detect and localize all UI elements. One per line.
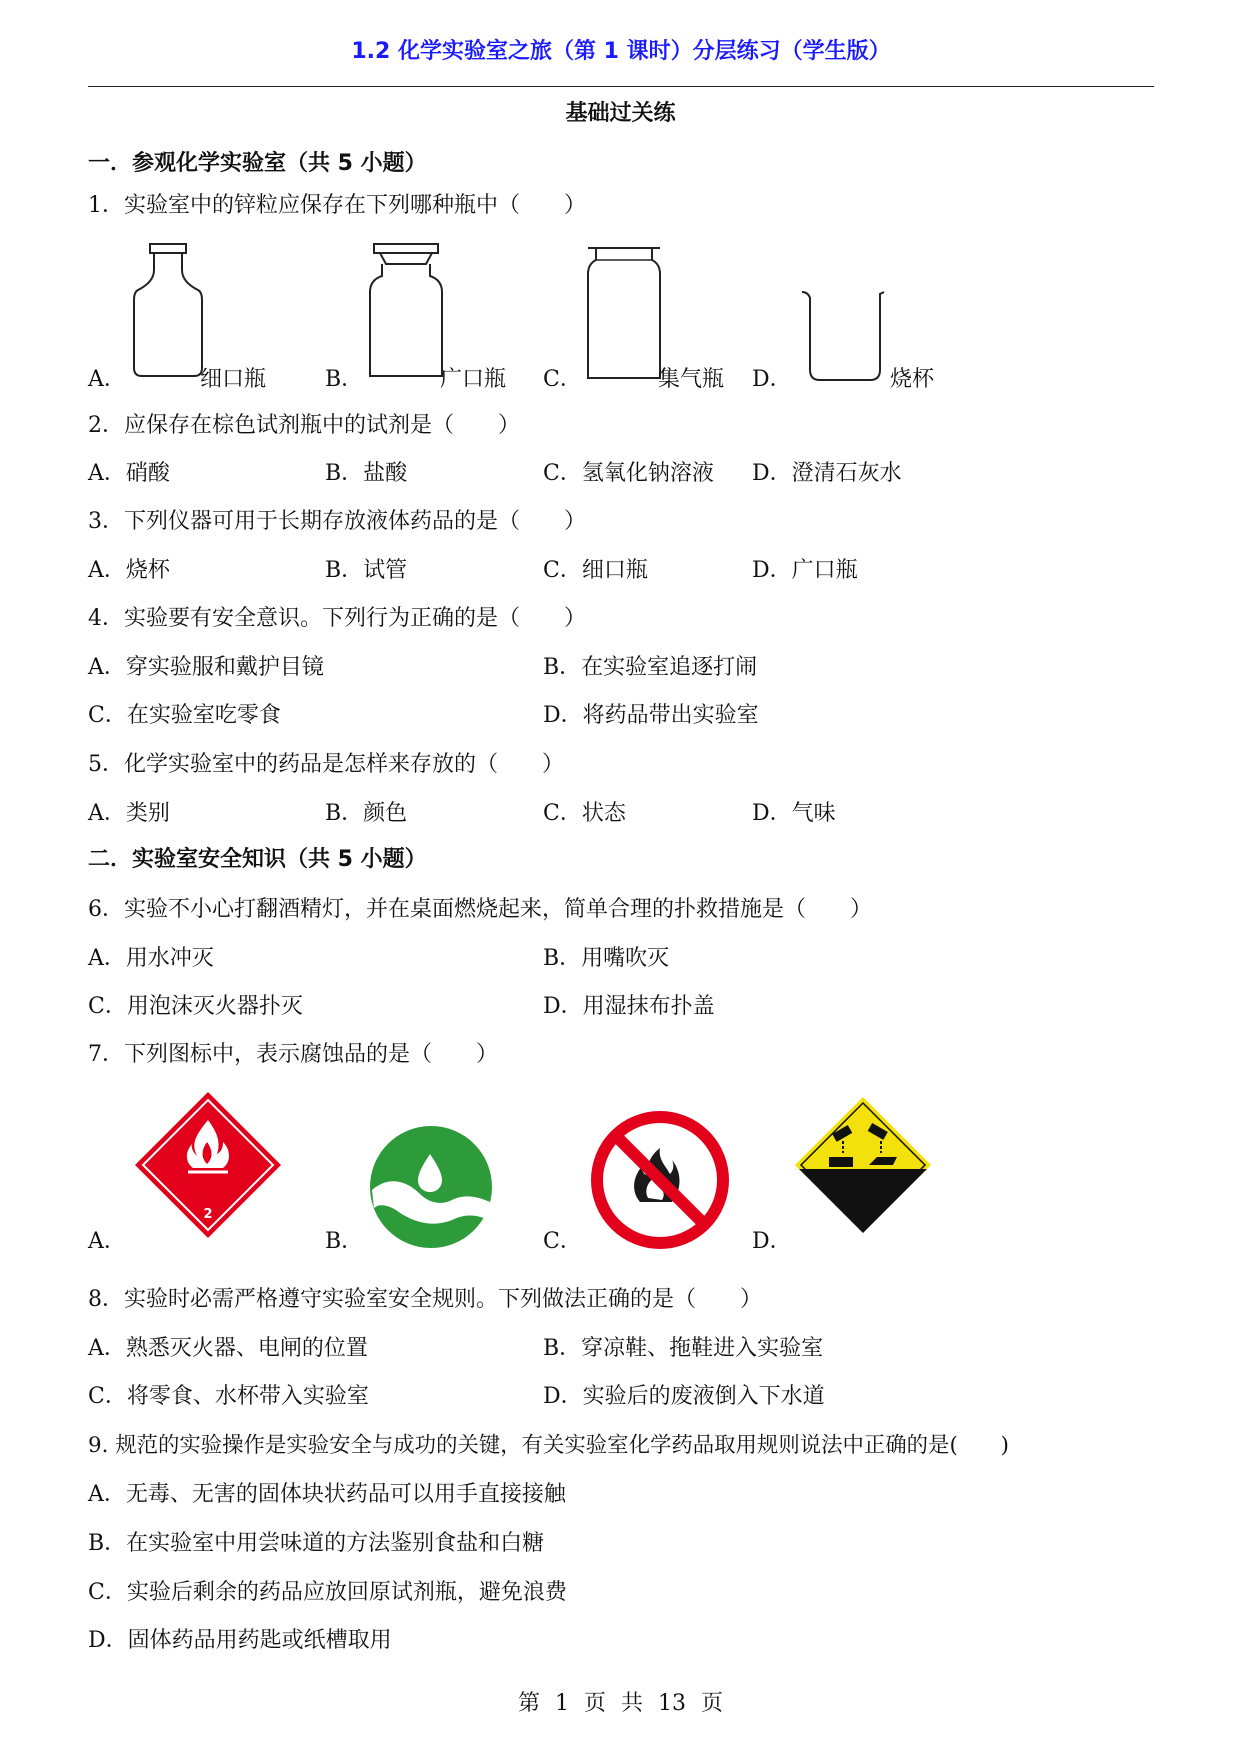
page-footer [0, 1686, 1241, 1717]
no-fire-sign-icon [590, 1110, 730, 1250]
footer-page-word: 页 [583, 1691, 606, 1716]
footer-total-word: 页 [701, 1691, 724, 1716]
q6-option-c: C．用泡沫灭火器扑灭 [88, 994, 303, 1019]
wide-mouth-bottle-icon [366, 240, 446, 382]
q6-option-a: A．用水冲灭 [88, 946, 214, 971]
q6-option-d: D．用湿抹布扑盖 [543, 994, 715, 1019]
q3-option-d: D．广口瓶 [752, 558, 858, 583]
question-5-stem: 5．化学实验室中的药品是怎样来存放的（ ） [88, 752, 564, 777]
q1-caption-b: 广口瓶 [440, 367, 507, 392]
question-8-stem: 8．实验时必需严格遵守实验室安全规则。下列做法正确的是（ ） [88, 1287, 762, 1312]
q9-option-a: A．无毒、无害的固体块状药品可以用手直接接触 [88, 1482, 566, 1507]
q5-option-d: D．气味 [752, 801, 836, 826]
q7-option-a-letter: A． [88, 1229, 126, 1254]
water-saving-sign-icon [368, 1124, 494, 1250]
question-1-stem: 1．实验室中的锌粒应保存在下列哪种瓶中（ ） [88, 193, 586, 218]
document-title: 1.2 化学实验室之旅（第 1 课时）分层练习（学生版） [351, 39, 891, 64]
q7-option-b-letter: B． [325, 1229, 364, 1254]
footer-page-prefix: 第 [517, 1691, 540, 1716]
question-6-stem: 6．实验不小心打翻酒精灯，并在桌面燃烧起来，简单合理的扑救措施是（ ） [88, 897, 872, 922]
q8-option-a: A．熟悉灭火器、电闸的位置 [88, 1336, 368, 1361]
q1-option-b-letter: B． [325, 367, 364, 392]
q1-caption-c: 集气瓶 [658, 367, 725, 392]
question-2-stem: 2．应保存在棕色试剂瓶中的试剂是（ ） [88, 413, 520, 438]
q3-option-a: A．烧杯 [88, 558, 170, 583]
narrow-neck-bottle-icon [128, 240, 208, 382]
q9-option-d: D．固体药品用药匙或纸槽取用 [88, 1628, 392, 1653]
q1-option-a-letter: A． [88, 367, 126, 392]
q1-caption-a: 细口瓶 [200, 367, 267, 392]
q3-option-b: B．试管 [325, 558, 408, 583]
q5-option-a: A．类别 [88, 801, 170, 826]
q2-option-c: C．氢氧化钠溶液 [543, 461, 714, 486]
q9-option-c: C．实验后剩余的药品应放回原试剂瓶，避免浪费 [88, 1580, 567, 1605]
gas-collecting-bottle-icon [584, 242, 664, 384]
corrosive-sign-icon [793, 1095, 933, 1235]
section-heading-2: 二．实验室安全知识（共 5 小题） [88, 847, 427, 872]
q9-option-b: B．在实验室中用尝味道的方法鉴别食盐和白糖 [88, 1531, 545, 1556]
question-3-stem: 3．下列仪器可用于长期存放液体药品的是（ ） [88, 509, 586, 534]
q1-caption-d: 烧杯 [890, 367, 935, 392]
q2-option-d: D．澄清石灰水 [752, 461, 902, 486]
section-heading-1: 一．参观化学实验室（共 5 小题） [88, 151, 427, 176]
q2-option-b: B．盐酸 [325, 461, 408, 486]
question-9-stem: 9. 规范的实验操作是实验安全与成功的关键，有关实验室化学药品取用规则说法中正确的是( ) [88, 1433, 1009, 1458]
q4-option-a: A．穿实验服和戴护目镜 [88, 655, 324, 680]
q7-option-d-letter: D． [752, 1229, 792, 1254]
q2-option-a: A．硝酸 [88, 461, 170, 486]
q1-option-c-letter: C． [543, 367, 582, 392]
q8-option-d: D．实验后的废液倒入下水道 [543, 1384, 825, 1409]
q4-option-b: B．在实验室追逐打闹 [543, 655, 758, 680]
footer-total-pages: 13 [658, 1691, 687, 1716]
q4-option-d: D．将药品带出实验室 [543, 703, 759, 728]
footer-total-prefix: 共 [621, 1691, 644, 1716]
q5-option-c: C．状态 [543, 801, 626, 826]
q6-option-b: B．用嘴吹灭 [543, 946, 670, 971]
footer-current-page: 1 [554, 1691, 569, 1716]
q1-option-d-letter: D． [752, 367, 792, 392]
q8-option-c: C．将零食、水杯带入实验室 [88, 1384, 369, 1409]
question-4-stem: 4．实验要有安全意识。下列行为正确的是（ ） [88, 606, 586, 631]
question-7-stem: 7．下列图标中，表示腐蚀品的是（ ） [88, 1042, 498, 1067]
beaker-icon [800, 288, 890, 384]
section-subtitle: 基础过关练 [565, 101, 676, 126]
page-header [88, 30, 1154, 87]
q4-option-c: C．在实验室吃零食 [88, 703, 281, 728]
q8-option-b: B．穿凉鞋、拖鞋进入实验室 [543, 1336, 824, 1361]
sign-a-class-number: 2 [203, 1207, 213, 1222]
q3-option-c: C．细口瓶 [543, 558, 648, 583]
q7-option-c-letter: C． [543, 1229, 582, 1254]
flammable-gas-sign-icon [133, 1090, 283, 1240]
q5-option-b: B．颜色 [325, 801, 408, 826]
